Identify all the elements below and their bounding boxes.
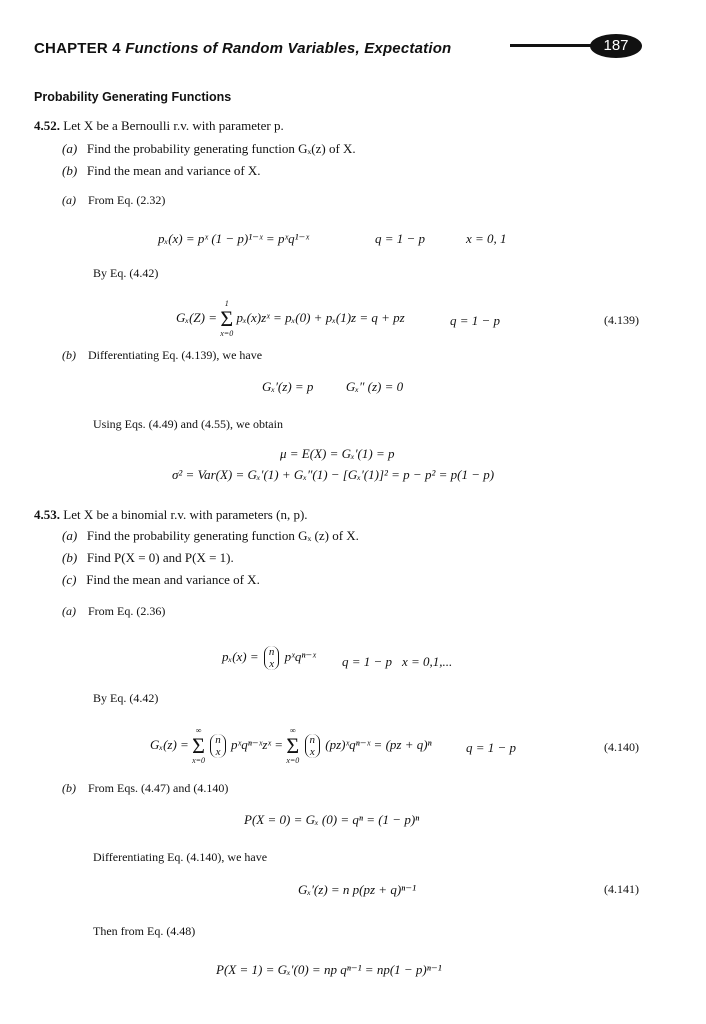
equation-4-141: Gₓ′(z) = n p(pz + q)ⁿ⁻¹: [298, 882, 417, 897]
part-text: Find the mean and variance of X.: [86, 163, 261, 178]
equation: P(X = 0) = Gₓ (0) = qⁿ = (1 − p)ⁿ: [244, 812, 420, 827]
sum-lower-limit: x=0: [192, 756, 206, 765]
problem-part: [62, 163, 261, 179]
part-text: Find the mean and variance of X.: [86, 572, 260, 587]
chapter-label: CHAPTER 4: [34, 40, 121, 57]
solution-step: [62, 604, 165, 619]
step-text: By Eq. (4.42): [93, 691, 159, 705]
equation: P(X = 1) = Gₓ′(0) = np qⁿ⁻¹ = np(1 − p)ⁿ⁻¹: [216, 962, 442, 977]
part-label: (a): [62, 528, 78, 543]
binomial-coefficient: [264, 646, 280, 670]
equation-condition: x = 0, 1: [466, 231, 507, 246]
binom-top: n: [268, 646, 275, 658]
binom-top: n: [215, 733, 221, 746]
problem-part: [62, 528, 359, 544]
step-text: Using Eqs. (4.49) and (4.55), we obtain: [93, 417, 283, 431]
step-text: From Eqs. (4.47) and (4.140): [88, 781, 229, 795]
summation-sign: ∞ Σ x=0: [286, 726, 300, 765]
equation-part: pˣqⁿ⁻ˣzˣ =: [231, 736, 284, 752]
equation-part: (pz)ˣqⁿ⁻ˣ = (pz + q)ⁿ: [325, 736, 432, 752]
part-text: Find the probability generating function Gₓ (z) of X.: [86, 528, 359, 543]
equation-condition: q = 1 − p: [450, 313, 501, 328]
sum-upper-limit: ∞: [289, 726, 296, 735]
equation-4-139: [176, 300, 405, 338]
page-number: 187: [590, 34, 642, 58]
equation: pₓ(x) = pˣ (1 − p)¹⁻ˣ = pˣq¹⁻ˣ: [158, 231, 310, 246]
binom-top: n: [309, 733, 316, 746]
summation-sign: ∞ Σ x=0: [192, 726, 206, 765]
binomial-coefficient: [305, 734, 321, 758]
part-label: (b): [62, 348, 76, 362]
sum-upper-limit: ∞: [195, 726, 202, 735]
sum-lower-limit: x=0: [220, 329, 234, 338]
step-text: By Eq. (4.42): [93, 266, 159, 280]
part-label: (a): [62, 604, 76, 618]
chapter-header: [34, 40, 451, 57]
problem-part: [62, 550, 234, 566]
equation-4-140: [150, 727, 432, 765]
sum-lower-limit: x=0: [286, 756, 300, 765]
section-title: Probability Generating Functions: [34, 90, 232, 104]
part-label: (b): [62, 781, 76, 795]
equation-binomial-pmf: [222, 646, 316, 670]
equation-condition: q = 1 − p: [375, 231, 426, 246]
part-label: (a): [62, 193, 76, 207]
step-text: From Eq. (2.36): [88, 604, 166, 618]
part-label: (b): [62, 550, 78, 565]
problem-part: [62, 572, 260, 588]
part-label: (a): [62, 141, 78, 156]
problem-part: [62, 141, 356, 157]
problem-4-52-statement: [34, 118, 284, 134]
equation-rhs: pₓ(x)zˣ = pₓ(0) + pₓ(1)z = q + pz: [236, 309, 405, 325]
equation-number: (4.140): [604, 740, 639, 754]
binom-bottom: x: [215, 746, 221, 758]
problem-4-53-statement: [34, 507, 308, 523]
equation-number: (4.141): [604, 882, 639, 896]
binomial-coefficient: [210, 734, 226, 758]
equation-number: (4.139): [604, 313, 639, 327]
step-text: Differentiating Eq. (4.140), we have: [93, 850, 268, 864]
summation-sign: 1 Σ x=0: [220, 299, 234, 338]
equation-rhs: pˣqⁿ⁻ˣ: [284, 649, 316, 665]
problem-text: Let X be a Bernoulli r.v. with parameter p.: [63, 118, 284, 133]
equation-variance: σ² = Var(X) = Gₓ′(1) + Gₓ″(1) − [Gₓ′(1)]² = p − p² = p(1 − p): [172, 467, 495, 482]
equation-lhs: Gₓ(Z) =: [176, 309, 217, 325]
binom-bottom: x: [269, 658, 275, 671]
equation-mean: μ = E(X) = Gₓ′(1) = p: [280, 446, 395, 461]
problem-number: 4.52.: [34, 118, 60, 133]
equation-lhs: Gₓ(z) =: [150, 736, 189, 752]
solution-step: [62, 348, 262, 363]
equation-condition: x = 0,1,...: [402, 654, 453, 669]
equation-condition: q = 1 − p: [342, 654, 393, 669]
chapter-title: Functions of Random Variables, Expectation: [125, 40, 452, 57]
equation: Gₓ′(z) = p Gₓ″ (z) = 0: [262, 379, 404, 394]
solution-step: [62, 193, 165, 208]
solution-step: [62, 781, 228, 796]
equation-lhs: pₓ(x) =: [222, 649, 259, 665]
problem-number: 4.53.: [34, 507, 60, 522]
part-text: Find P(X = 0) and P(X = 1).: [86, 550, 234, 565]
part-label: (b): [62, 163, 78, 178]
sum-upper-limit: 1: [224, 299, 229, 308]
step-text: From Eq. (2.32): [88, 193, 166, 207]
step-text: Differentiating Eq. (4.139), we have: [88, 348, 263, 362]
header-rule: [510, 44, 596, 47]
problem-text: Let X be a binomial r.v. with parameters (n, p).: [63, 507, 308, 522]
equation-condition: q = 1 − p: [466, 740, 517, 755]
part-text: Find the probability generating function Gₓ(z) of X.: [86, 141, 356, 156]
step-text: Then from Eq. (4.48): [93, 924, 196, 938]
binom-bottom: x: [309, 746, 315, 758]
part-label: (c): [62, 572, 77, 587]
